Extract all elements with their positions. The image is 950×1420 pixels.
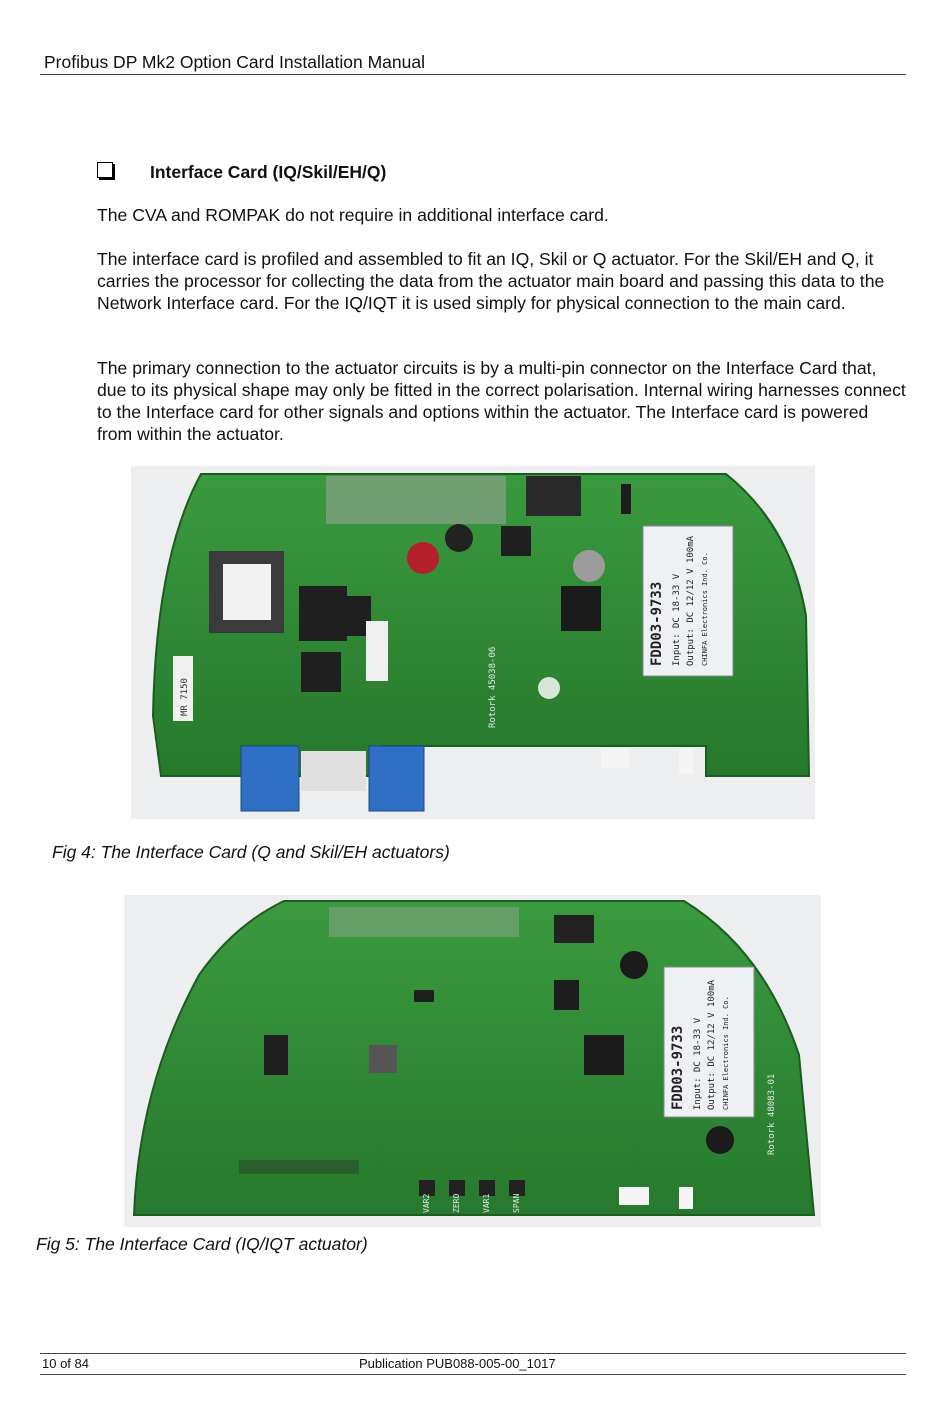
footer-page-number: 10 of 84 xyxy=(42,1356,89,1371)
footer-divider-top xyxy=(40,1353,906,1354)
module-input-label: Input: DC 18-33 V xyxy=(672,573,682,666)
figure-5-caption: Fig 5: The Interface Card (IQ/IQT actuator) xyxy=(36,1234,368,1254)
paragraph-interface-card-profile: The interface card is profiled and assembled to fit an IQ, Skil or Q actuator. For the Skil/EH and Q, it carries the processor for collecting the data from the actuator main board and passing this data to the Network Interface card. For the IQ/IQT it is used simply for physical connection to the main card. xyxy=(97,249,885,313)
footer-publication: Publication PUB088-005-00_1017 xyxy=(359,1356,556,1371)
section-heading: Interface Card (IQ/Skil/EH/Q) xyxy=(150,162,387,182)
module-label: FDD03-9733 xyxy=(649,581,665,666)
pcb-q-skil-image xyxy=(131,466,815,819)
pcb-iq-iqt-image xyxy=(124,895,821,1227)
module-maker-label: CHINFA Electronics Ind. Co. xyxy=(722,996,730,1110)
module-maker-label: CHINFA Electronics Ind. Co. xyxy=(701,552,709,666)
module-input-label: Input: DC 18-33 V xyxy=(693,1017,703,1110)
footer-divider-bottom xyxy=(40,1374,906,1375)
pot-label-zero: ZERO xyxy=(452,1193,461,1213)
module-output-label: Output: DC 12/12 V 100mA xyxy=(686,535,696,666)
header-divider xyxy=(40,74,906,75)
module-output-label: Output: DC 12/12 V 100mA xyxy=(707,979,717,1110)
paragraph-primary-connection: The primary connection to the actuator circuits is by a multi-pin connector on the Interface Card that, due to its physical shape may only be fitted in the correct polarisation. Internal wiring harnesses connect to the Interface card for other signals and options within the actuator. The Interface card is powered from within the actuator. xyxy=(97,358,906,444)
module-label: FDD03-9733 xyxy=(670,1025,686,1110)
board-text: Rotork 48083-01 xyxy=(767,1073,777,1155)
pot-label-var2: VAR2 xyxy=(422,1193,431,1213)
document-header-title: Profibus DP Mk2 Option Card Installation Manual xyxy=(44,52,425,72)
paragraph-cva-rompak: The CVA and ROMPAK do not require in additional interface card. xyxy=(97,205,609,225)
side-label: MR 7150 xyxy=(180,678,190,716)
figure-4-caption: Fig 4: The Interface Card (Q and Skil/EH actuators) xyxy=(52,842,450,862)
figure-5-photo xyxy=(124,895,821,1227)
board-text: Rotork 45038-06 xyxy=(488,646,498,728)
pot-label-var1: VAR1 xyxy=(482,1193,491,1213)
figure-4-photo xyxy=(131,466,815,819)
checkbox-bullet-icon xyxy=(97,162,113,178)
pot-label-span: SPAN xyxy=(512,1193,521,1213)
